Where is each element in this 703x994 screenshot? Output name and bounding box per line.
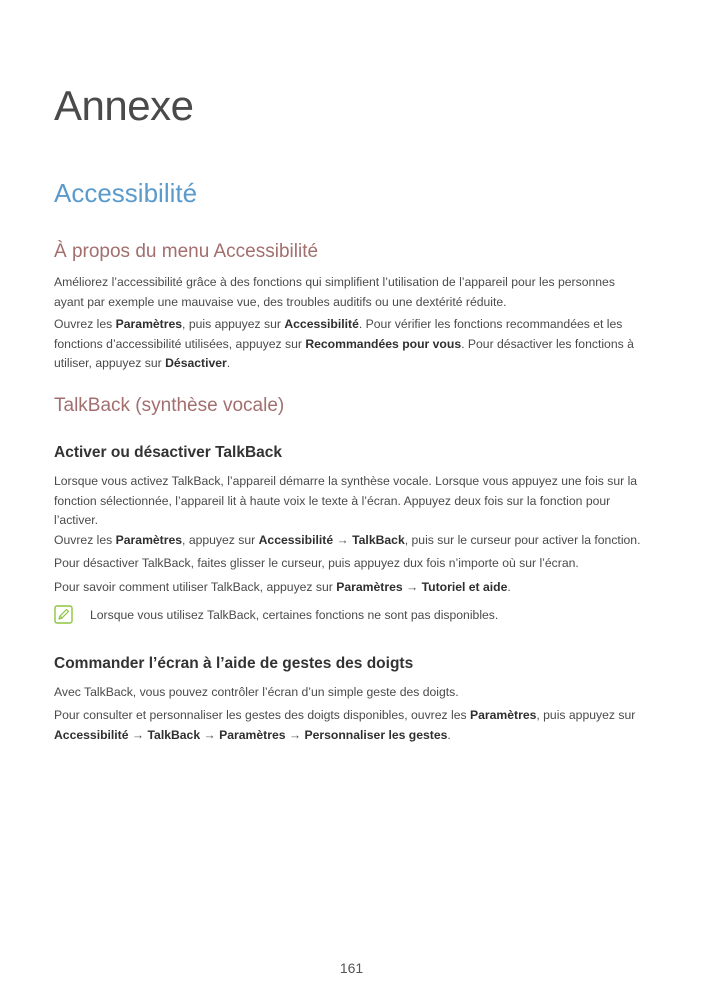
section-title: Accessibilité xyxy=(54,178,198,208)
toggle-talkback-heading: Activer ou désactiver TalkBack xyxy=(54,444,283,461)
note-icon xyxy=(54,605,73,624)
toggle-paragraph-1: Lorsque vous activez TalkBack, l’appareil démarre la synthèse vocale. Lorsque vous appuyez une fois sur la fonction sélectionnée, l’appareil lit à haute voix le texte à l’écran. Appuyez deux fois sur la fonction pour l’activer. xyxy=(54,474,638,527)
about-heading: À propos du menu Accessibilité xyxy=(54,241,319,262)
gestures-heading: Commander l’écran à l’aide de gestes des doigts xyxy=(54,655,414,672)
about-paragraph-2: Ouvrez les Paramètres, puis appuyez sur Accessibilité. Pour vérifier les fonctions recommandées et les fonctions d’accessibilité utilisées, appuyez sur Recommandées pour vous. Pour désactiver les fonctions à utiliser, appuyez sur Désactiver. xyxy=(54,317,634,370)
chapter-title: Annexe xyxy=(54,82,194,129)
gestures-paragraph-2: Pour consulter et personnaliser les gestes des doigts disponibles, ouvrez les Paramètres, puis appuyez sur Accessibilité → TalkBack → Paramètres → Personnaliser les gestes. xyxy=(54,708,636,742)
page-number: 161 xyxy=(339,960,364,976)
toggle-paragraph-2: Ouvrez les Paramètres, appuyez sur Accessibilité → TalkBack, puis sur le curseur pour activer la fonction. xyxy=(54,533,641,547)
toggle-paragraph-4: Pour savoir comment utiliser TalkBack, appuyez sur Paramètres → Tutoriel et aide. xyxy=(54,580,511,594)
toggle-paragraph-3: Pour désactiver TalkBack, faites glisser le curseur, puis appuyez dux fois n’importe où sur l’écran. xyxy=(54,556,579,570)
about-paragraph-1: Améliorez l’accessibilité grâce à des fonctions qui simplifient l’utilisation de l’appareil pour les personnes ayant par exemple une mauvaise vue, des troubles auditifs ou une dextérité réduite. xyxy=(54,275,615,309)
talkback-heading: TalkBack (synthèse vocale) xyxy=(54,395,285,416)
note-text: Lorsque vous utilisez TalkBack, certaines fonctions ne sont pas disponibles. xyxy=(90,608,499,622)
gestures-paragraph-1: Avec TalkBack, vous pouvez contrôler l’écran d’un simple geste des doigts. xyxy=(54,685,459,699)
